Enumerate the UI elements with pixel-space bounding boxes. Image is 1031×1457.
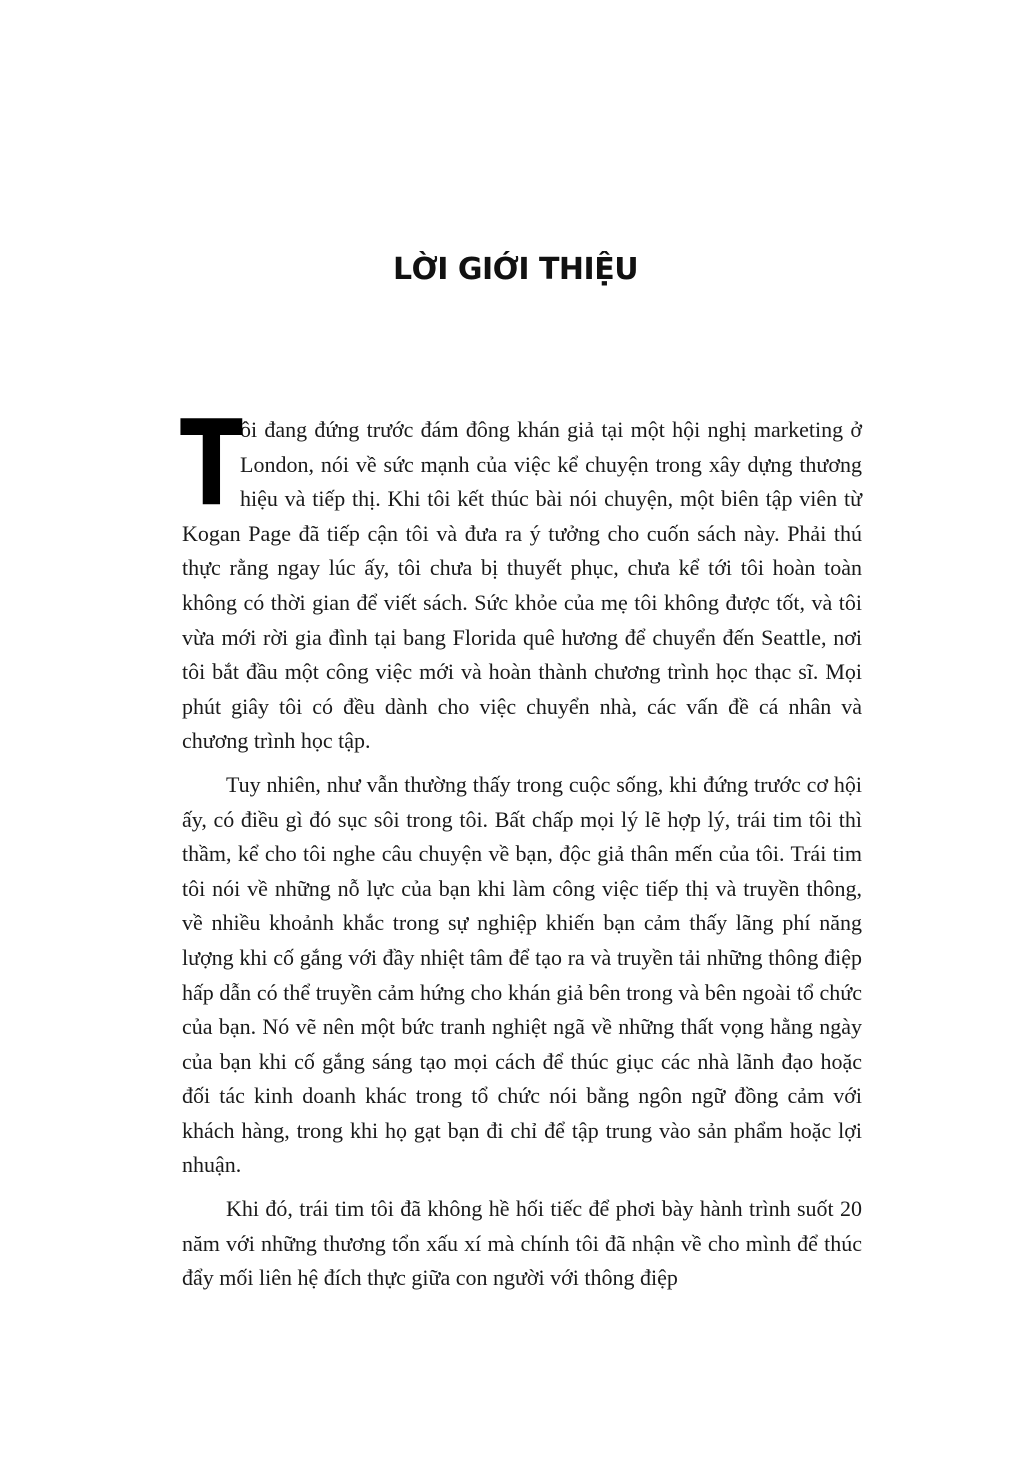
body-text bbox=[180, 394, 862, 1296]
paragraph-1-text: ôi đang đứng trước đám đông khán giả tại một hội nghị marketing ở London, nói về sức mạnh của việc kể chuyện trong xây dựng thương hiệu và tiếp thị. Khi tôi kết thúc bài nói chuyện, một biên tập viên từ Kogan Page đã tiếp cận tôi và đưa ra ý tưởng cho cuốn sách này. Phải thú thực rằng ngay lúc ấy, tôi chưa bị thuyết phục, chưa kể tới tôi hoàn toàn không có thời gian để viết sách. Sức khỏe của mẹ tôi không được tốt, và tôi vừa mới rời gia đình tại bang Florida quê hương để chuyển đến Seattle, nơi tôi bắt đầu một công việc mới và hoàn thành chương trình học thạc sĩ. Mọi phút giây tôi có đều dành cho việc chuyển nhà, các vấn đề cá nhân và chương trình học tập. bbox=[182, 417, 862, 754]
drop-cap: T bbox=[180, 394, 243, 532]
paragraph-2: Tuy nhiên, như vẫn thường thấy trong cuộc sống, khi đứng trước cơ hội ấy, có điều gì đó sục sôi trong tôi. Bất chấp mọi lý lẽ hợp lý, trái tim tôi thì thầm, kể cho tôi nghe câu chuyện về bạn, độc giả thân mến của tôi. Trái tim tôi nói về những nỗ lực của bạn khi làm công việc tiếp thị và truyền thông, về nhiều khoảnh khắc trong sự nghiệp khiến bạn cảm thấy lãng phí năng lượng khi cố gắng với đầy nhiệt tâm để tạo ra và truyền tải những thông điệp hấp dẫn có thể truyền cảm hứng cho khán giả bên trong và bên ngoài tổ chức của bạn. Nó vẽ nên một bức tranh nghiệt ngã về những thất vọng hằng ngày của bạn khi cố gắng sáng tạo mọi cách để thúc giục các nhà lãnh đạo hoặc đối tác kinh doanh khác trong tổ chức nói bằng ngôn ngữ đồng cảm với khách hàng, trong khi họ gạt bạn đi chỉ để tập trung vào sản phẩm hoặc lợi nhuận. bbox=[182, 771, 862, 1178]
paragraph-1 bbox=[180, 394, 862, 759]
paragraph-3: Khi đó, trái tim tôi đã không hề hối tiếc để phơi bày hành trình suốt 20 năm với những thương tổn xấu xí mà chính tôi đã nhận về cho mình để thúc đẩy mối liên hệ đích thực giữa con người với thông điệp bbox=[182, 1196, 862, 1291]
chapter-title: LỜI GIỚI THIỆU bbox=[392, 252, 639, 287]
